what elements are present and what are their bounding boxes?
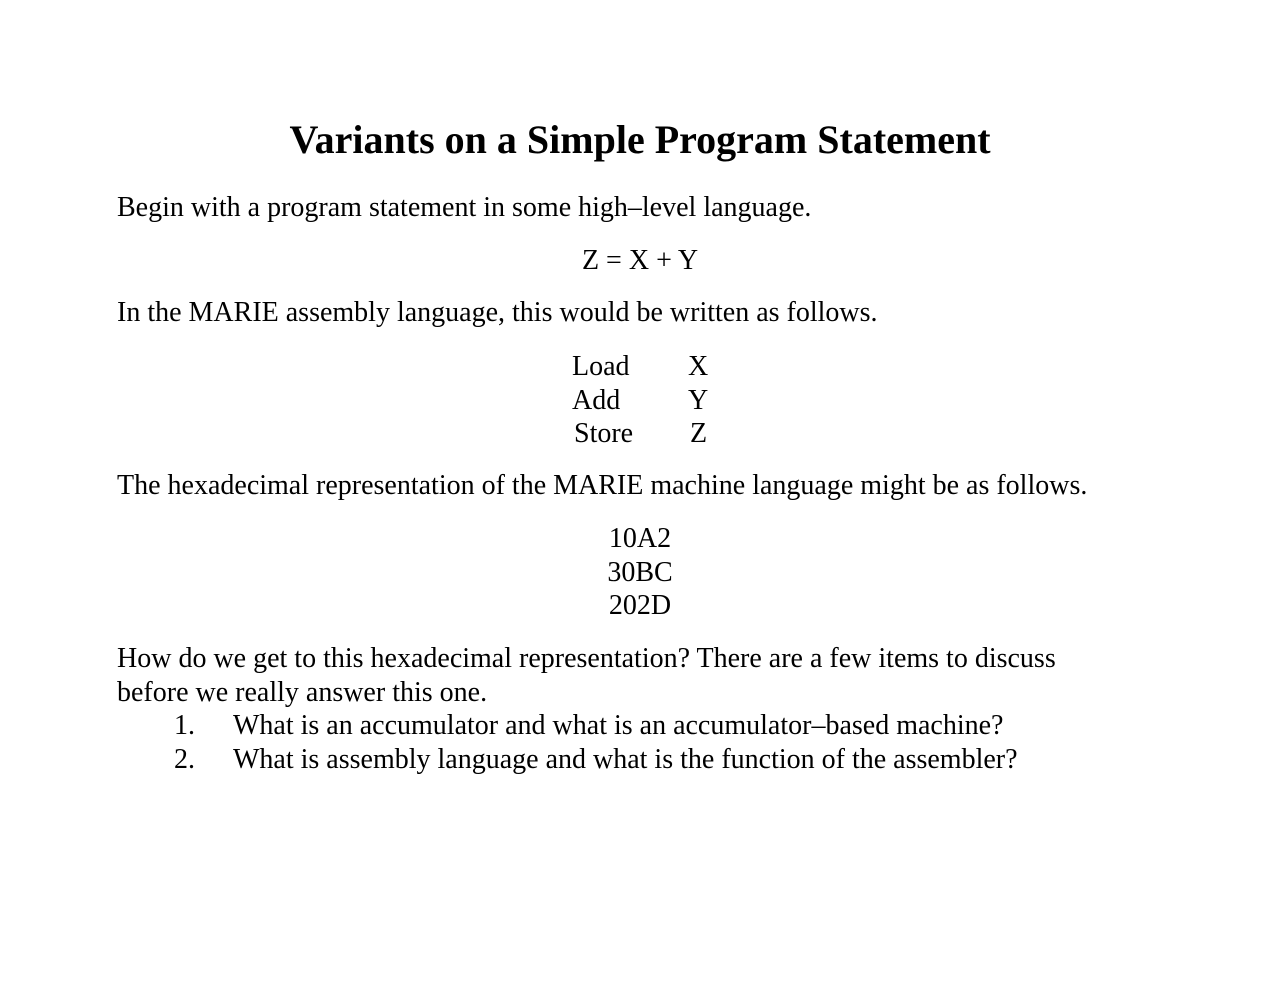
question-paragraph-line2: before we really answer this one. [117,677,488,708]
assembly-opcode: Store [574,418,634,449]
hex-code-line: 202D [608,590,672,621]
assembly-operand: Z [690,418,708,449]
hex-code-block [0,522,1280,623]
list-item-number: 1. [174,710,195,741]
program-statement: Z = X + Y [581,245,699,276]
assembly-operand: X [688,351,709,382]
hex-code-line: 10A2 [608,523,672,554]
assembly-line [560,384,720,418]
question-paragraph-line1: How do we get to this hexadecimal representation? There are a few items to discuss [117,643,1056,674]
assembly-opcode: Add [572,384,621,416]
hex-intro-paragraph: The hexadecimal representation of the MARIE machine language might be as follows. [117,470,1088,501]
list-item-number: 2. [174,743,195,775]
intro-paragraph: Begin with a program statement in some high–level language. [117,192,812,223]
assembly-operand: Y [688,384,709,416]
page-title: Variants on a Simple Program Statement [289,117,991,162]
hex-code-line: 30BC [607,556,673,588]
marie-intro-paragraph: In the MARIE assembly language, this would be written as follows. [117,297,878,328]
assembly-line [560,350,720,384]
assembly-code-block [560,350,720,451]
list-item-text: What is assembly language and what is the function of the assembler? [233,743,1018,775]
assembly-opcode: Load [572,351,630,382]
list-item-text: What is an accumulator and what is an accumulator–based machine? [233,710,1004,741]
assembly-line [560,417,720,451]
